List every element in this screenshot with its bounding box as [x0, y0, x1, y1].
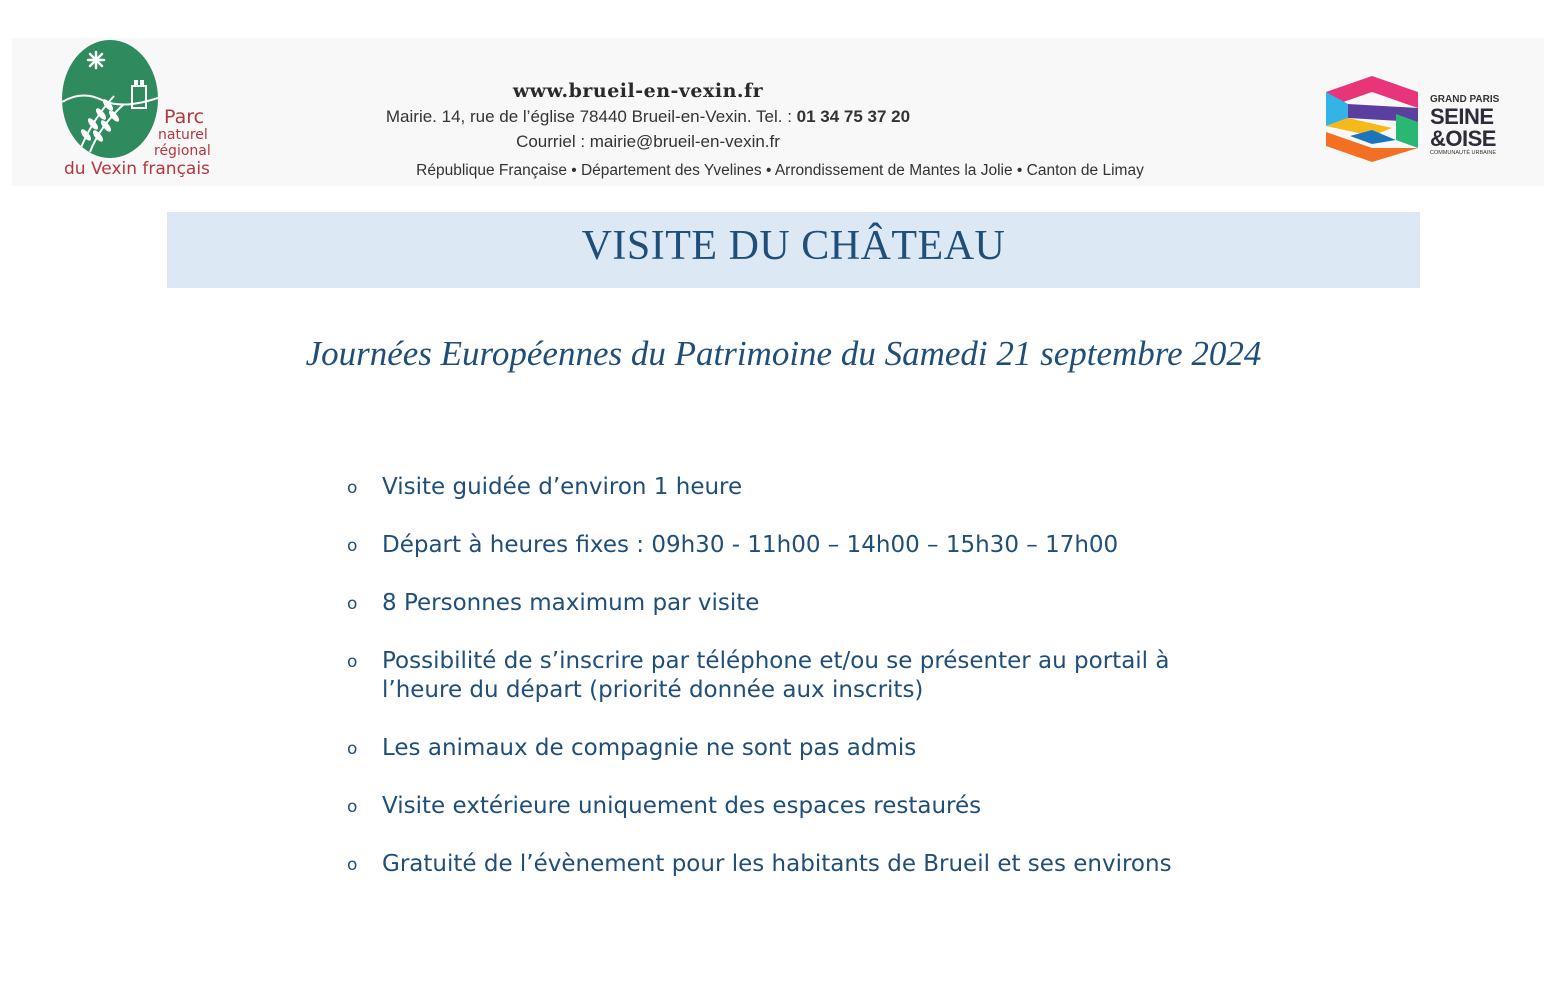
list-item [340, 792, 1192, 821]
list-item [340, 531, 1192, 560]
list-item [340, 647, 1192, 705]
visit-info-list [340, 473, 1240, 908]
website-link[interactable]: www.brueil-en-vexin.fr [512, 80, 764, 102]
gpso-grand-paris: GRAND PARIS [1430, 94, 1500, 105]
bullet-circle-icon: o [347, 855, 358, 875]
bullet-circle-icon: o [347, 594, 358, 614]
gpso-logo [1322, 74, 1522, 164]
event-subtitle: Journées Européennes du Patrimoine du Samedi 21 septembre 2024 [305, 334, 1262, 373]
parc-logo-oval [62, 40, 158, 158]
email-line[interactable]: Courriel : mairie@brueil-en-vexin.fr [516, 132, 780, 151]
bullet-circle-icon: o [347, 536, 358, 556]
wheat-sheaf-icon [62, 40, 158, 158]
list-item [340, 473, 1192, 502]
list-item-text: 8 Personnes maximum par visite [382, 590, 760, 616]
mairie-address [270, 107, 1026, 127]
gpso-s-mark-icon [1322, 74, 1422, 164]
address-text: Mairie. 14, rue de l’église 78440 Brueil-en-Vexin. Tel. : [385, 107, 797, 126]
list-item-text: Départ à heures fixes : 09h30 - 11h00 – 14h00 – 15h30 – 17h00 [382, 532, 1119, 558]
bullet-circle-icon: o [347, 797, 358, 817]
list-item [340, 850, 1192, 879]
parc-logo-word-parc: Parc [164, 106, 205, 128]
list-item-text: Gratuité de l’évènement pour les habitants de Brueil et ses environs [382, 851, 1172, 877]
parc-logo-word-regional: régional [154, 143, 211, 159]
parc-logo-word-vexin: du Vexin français [64, 159, 210, 179]
list-item [340, 589, 1192, 618]
bullet-circle-icon: o [347, 478, 358, 498]
phone-number: 01 34 75 37 20 [796, 107, 911, 126]
list-item-text: Visite extérieure uniquement des espaces restaurés [382, 793, 982, 819]
list-item [340, 734, 1192, 763]
title-band [167, 212, 1420, 288]
list-item-text: Visite guidée d’environ 1 heure [382, 474, 743, 500]
administrative-line: République Française • Département des Yvelines • Arrondissement de Mantes la Jolie • Canton de Limay [416, 162, 1144, 179]
gpso-seine: SEINE [1430, 104, 1494, 129]
list-item-text: Les animaux de compagnie ne sont pas admis [382, 735, 917, 761]
gpso-communaute: COMMUNAUTÉ URBAINE [1430, 150, 1497, 156]
parc-logo-word-naturel: naturel [158, 127, 208, 143]
bullet-circle-icon: o [347, 652, 358, 672]
parc-naturel-logo [58, 38, 228, 188]
gpso-oise: &OISE [1430, 126, 1496, 151]
page-title: VISITE DU CHÂTEAU [581, 223, 1006, 269]
bullet-circle-icon: o [347, 739, 358, 759]
list-item-text: Possibilité de s’inscrire par téléphone et/ou se présenter au portail à l’heure du départ (priorité donnée aux inscrits) [382, 648, 1170, 703]
